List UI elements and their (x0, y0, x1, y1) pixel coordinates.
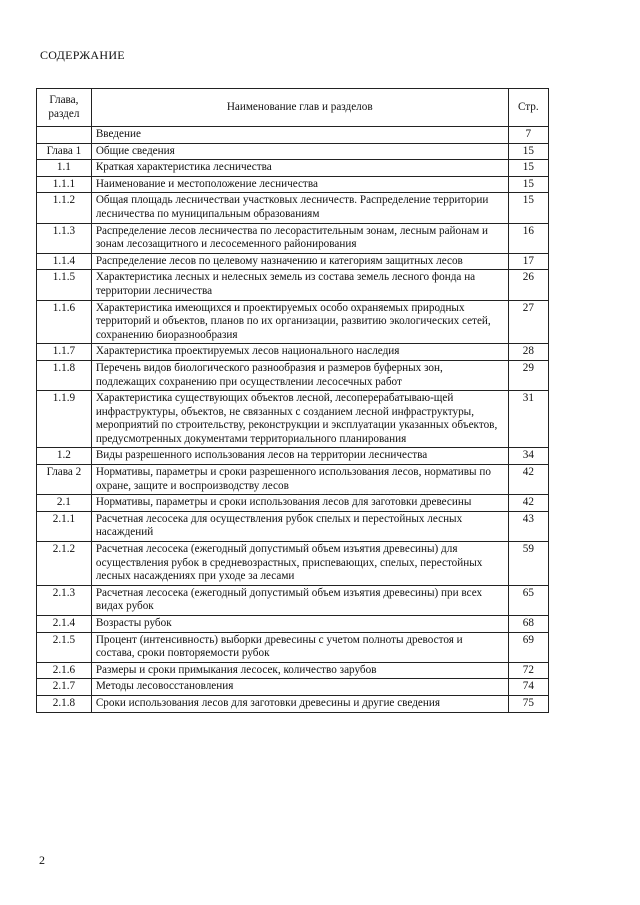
toc-page-number: 74 (508, 679, 548, 696)
toc-section-title: Расчетная лесосека для осуществления рубок спелых и перестойных лесных насаждений (91, 511, 508, 541)
toc-row (37, 223, 549, 253)
toc-row (37, 495, 549, 512)
toc-row (37, 344, 549, 361)
toc-row (37, 448, 549, 465)
toc-row (37, 160, 549, 177)
toc-page-number: 31 (508, 391, 548, 448)
header-title: Наименование глав и разделов (91, 89, 508, 127)
toc-page-number: 28 (508, 344, 548, 361)
toc-page-number: 27 (508, 300, 548, 344)
toc-section-title: Перечень видов биологического разнообразия и размеров буферных зон, подлежащих сохранению при осуществлении лесосечных работ (91, 360, 508, 390)
toc-chapter-number: 1.2 (37, 448, 92, 465)
toc-section-title: Общие сведения (91, 143, 508, 160)
toc-chapter-number: 1.1 (37, 160, 92, 177)
toc-page-number: 15 (508, 193, 548, 223)
page-title: СОДЕРЖАНИЕ (40, 48, 125, 62)
toc-page-number: 75 (508, 695, 548, 712)
toc-section-title: Методы лесовосстановления (91, 679, 508, 696)
toc-page-number: 72 (508, 662, 548, 679)
toc-row (37, 127, 549, 144)
toc-chapter-number: 2.1.1 (37, 511, 92, 541)
toc-chapter-number: 2.1.4 (37, 616, 92, 633)
toc-header-row (37, 89, 549, 127)
toc-page-number: 7 (508, 127, 548, 144)
toc-row (37, 360, 549, 390)
toc-section-title: Размеры и сроки примыкания лесосек, количество зарубов (91, 662, 508, 679)
toc-chapter-number: 2.1.5 (37, 632, 92, 662)
toc-page-number: 15 (508, 160, 548, 177)
toc-chapter-number: 2.1.8 (37, 695, 92, 712)
toc-page-number: 29 (508, 360, 548, 390)
toc-body (37, 127, 549, 713)
toc-section-title: Краткая характеристика лесничества (91, 160, 508, 177)
toc-page-number: 15 (508, 143, 548, 160)
toc-page-number: 26 (508, 270, 548, 300)
toc-chapter-number: 2.1.2 (37, 542, 92, 586)
toc-chapter-number: 1.1.4 (37, 253, 92, 270)
toc-section-title: Виды разрешенного использования лесов на территории лесничества (91, 448, 508, 465)
toc-row (37, 176, 549, 193)
toc-page-number: 15 (508, 176, 548, 193)
toc-page-number: 68 (508, 616, 548, 633)
toc-row (37, 542, 549, 586)
page-number: 2 (39, 853, 45, 867)
toc-table (36, 88, 549, 713)
toc-page-number: 42 (508, 465, 548, 495)
toc-chapter-number: 1.1.5 (37, 270, 92, 300)
toc-page-number: 59 (508, 542, 548, 586)
toc-section-title: Общая площадь лесничестваи участковых лесничеств. Распределение территории лесничества по муниципальным образованиям (91, 193, 508, 223)
toc-row (37, 662, 549, 679)
toc-section-title: Нормативы, параметры и сроки использования лесов для заготовки древесины (91, 495, 508, 512)
toc-chapter-number: 1.1.2 (37, 193, 92, 223)
toc-section-title: Расчетная лесосека (ежегодный допустимый объем изъятия древесины) для осуществления рубок в средневозрастных, приспевающих, спелых, перестойных лесных насаждениях при уходе за лесами (91, 542, 508, 586)
toc-chapter-number: 1.1.1 (37, 176, 92, 193)
toc-row (37, 695, 549, 712)
toc-section-title: Распределение лесов лесничества по лесорастительным зонам, лесным районам и зонам лесозащитного и лесосеменного районирования (91, 223, 508, 253)
toc-chapter-number: 1.1.3 (37, 223, 92, 253)
toc-row (37, 585, 549, 615)
toc-page-number: 16 (508, 223, 548, 253)
toc-row (37, 679, 549, 696)
header-page: Стр. (508, 89, 548, 127)
toc-chapter-number (37, 127, 92, 144)
toc-row (37, 253, 549, 270)
toc-section-title: Характеристика существующих объектов лесной, лесоперерабатываю-щей инфраструктуры, объектов, не связанных с созданием лесной инфраструктуры, мероприятий по строительству, реконструкции и эксплуатации указанных объектов, предусмотренных документами территориального планирования (91, 391, 508, 448)
toc-chapter-number: 1.1.6 (37, 300, 92, 344)
toc-section-title: Распределение лесов по целевому назначению и категориям защитных лесов (91, 253, 508, 270)
toc-chapter-number: 2.1.6 (37, 662, 92, 679)
toc-section-title: Возрасты рубок (91, 616, 508, 633)
toc-chapter-number: 2.1.3 (37, 585, 92, 615)
toc-section-title: Процент (интенсивность) выборки древесины с учетом полноты древостоя и состава, сроки повторяемости рубок (91, 632, 508, 662)
toc-chapter-number: 1.1.7 (37, 344, 92, 361)
toc-page-number: 69 (508, 632, 548, 662)
toc-page-number: 34 (508, 448, 548, 465)
toc-chapter-number: Глава 1 (37, 143, 92, 160)
toc-page-number: 65 (508, 585, 548, 615)
toc-row (37, 632, 549, 662)
toc-section-title: Сроки использования лесов для заготовки древесины и другие сведения (91, 695, 508, 712)
toc-page-number: 17 (508, 253, 548, 270)
toc-section-title: Наименование и местоположение лесничества (91, 176, 508, 193)
toc-section-title: Расчетная лесосека (ежегодный допустимый объем изъятия древесины) при всех видах рубок (91, 585, 508, 615)
toc-row (37, 511, 549, 541)
toc-section-title: Характеристика лесных и нелесных земель из состава земель лесного фонда на территории лесничества (91, 270, 508, 300)
header-chapter: Глава, раздел (37, 89, 92, 127)
toc-row (37, 193, 549, 223)
toc-chapter-number: 1.1.9 (37, 391, 92, 448)
toc-row (37, 465, 549, 495)
toc-chapter-number: 1.1.8 (37, 360, 92, 390)
toc-row (37, 143, 549, 160)
toc-chapter-number: Глава 2 (37, 465, 92, 495)
toc-row (37, 391, 549, 448)
toc-section-title: Характеристика имеющихся и проектируемых особо охраняемых природных территорий и объектов, планов по их организации, развитию экологических сетей, сохранению биоразнообразия (91, 300, 508, 344)
toc-page-number: 43 (508, 511, 548, 541)
toc-row (37, 616, 549, 633)
toc-section-title: Нормативы, параметры и сроки разрешенного использования лесов, нормативы по охране, защите и воспроизводству лесов (91, 465, 508, 495)
toc-chapter-number: 2.1.7 (37, 679, 92, 696)
toc-section-title: Характеристика проектируемых лесов национального наследия (91, 344, 508, 361)
toc-row (37, 270, 549, 300)
toc-chapter-number: 2.1 (37, 495, 92, 512)
toc-section-title: Введение (91, 127, 508, 144)
toc-row (37, 300, 549, 344)
toc-page-number: 42 (508, 495, 548, 512)
